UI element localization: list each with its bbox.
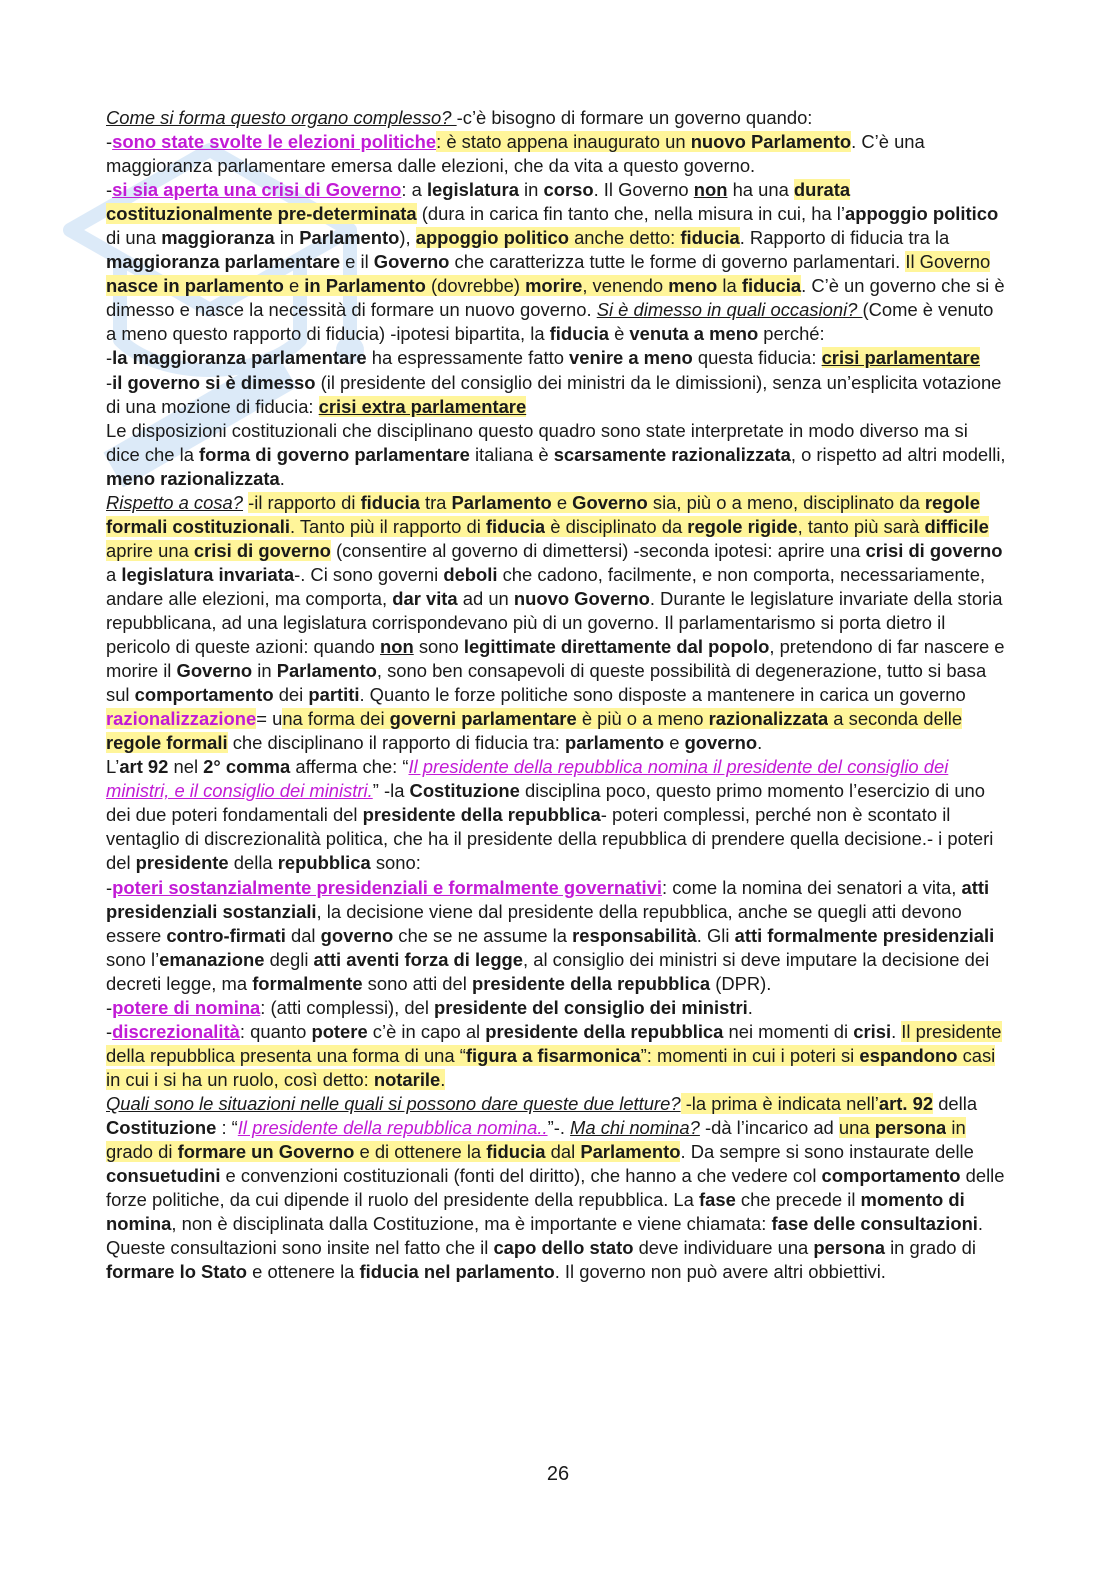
text-segment: Il Governo: [905, 251, 991, 273]
text-segment: (consentire al governo di dimettersi) -seconda ipotesi: aprire una: [330, 539, 866, 561]
text-segment: nuovo Parlamento: [690, 131, 852, 153]
text-segment: presidente della repubblica: [471, 972, 711, 994]
text-segment: non: [380, 636, 414, 658]
paragraph: [106, 106, 1006, 130]
text-segment: . Da sempre si sono instaurate delle: [680, 1141, 974, 1163]
text-segment: presidente: [135, 852, 229, 874]
text-segment: sia, più o a meno, disciplinato da: [647, 491, 925, 513]
text-segment: legislatura invariata: [121, 563, 295, 585]
text-segment: crisi parlamentare: [821, 347, 981, 369]
text-segment: che precede il: [735, 1189, 861, 1211]
text-segment: figura a fisarmonica: [465, 1044, 641, 1066]
text-segment: -. Ci sono governi: [294, 563, 444, 585]
text-segment: espandono: [859, 1044, 958, 1066]
paragraph: [106, 876, 1006, 996]
text-segment: perché:: [758, 323, 825, 345]
text-segment: e: [283, 275, 305, 297]
text-segment: 2° comma: [203, 756, 291, 778]
text-segment: repubblica: [277, 852, 371, 874]
text-segment: fase: [698, 1189, 736, 1211]
text-segment: maggioranza parlamentare: [106, 251, 341, 273]
text-segment: e il: [340, 251, 374, 273]
text-segment: , o rispetto ad altri modelli,: [790, 443, 1006, 465]
text-segment: contro-firmati: [166, 924, 286, 946]
text-segment: .: [747, 996, 753, 1018]
text-segment: , la decisione viene dal presidente della repubblica, anche se quegli atti devono essere: [106, 900, 962, 946]
text-segment: ”: momenti in cui i poteri si: [640, 1044, 860, 1066]
text-segment: atti formalmente presidenziali: [734, 924, 995, 946]
text-segment: fiducia: [549, 323, 609, 345]
text-segment: e: [664, 732, 685, 754]
text-segment: è più o a meno: [576, 708, 709, 730]
text-segment: è: [608, 323, 630, 345]
text-segment: della: [933, 1092, 978, 1114]
text-segment: che se ne assume la: [393, 924, 573, 946]
text-segment: governo: [320, 924, 394, 946]
text-segment: regole formali: [106, 732, 228, 754]
text-segment: -: [106, 347, 113, 369]
text-segment: momento di nomina: [106, 1189, 965, 1235]
text-segment: scarsamente razionalizzata: [553, 443, 791, 465]
text-segment: . Il Governo: [593, 179, 694, 201]
text-segment: crisi: [853, 1020, 892, 1042]
text-segment: in grado di: [884, 1237, 976, 1259]
text-segment: è disciplinato da: [545, 515, 688, 537]
text-segment: -c’è bisogno di formare un governo quando:: [456, 107, 813, 128]
text-segment: fiducia nel parlamento: [359, 1261, 555, 1283]
paragraph: [106, 491, 1006, 707]
text-segment: sono state svolte le elezioni politiche: [112, 131, 437, 153]
text-segment: in: [274, 227, 300, 249]
text-segment: legislatura: [426, 179, 519, 201]
text-segment: fiducia: [485, 515, 546, 537]
text-segment: .: [440, 1068, 446, 1090]
text-segment: .: [757, 732, 763, 754]
text-segment: ad un: [457, 587, 514, 609]
text-segment: nei momenti di: [723, 1020, 854, 1042]
text-segment: L’: [106, 756, 120, 778]
text-segment: = u: [256, 708, 283, 730]
text-segment: formalmente: [252, 972, 363, 994]
text-segment: : come la nomina dei senatori a vita,: [661, 876, 962, 898]
text-segment: in Parlamento: [304, 275, 426, 297]
text-segment: ha espressamente fatto: [366, 347, 570, 369]
text-segment: appoggio politico: [415, 227, 569, 249]
paragraph: [106, 371, 1006, 419]
text-segment: . Durante le legislature invariate della storia repubblicana, ad una legislatura corrispondevano più di un governo. Il parlamentarismo si porta dietro il pericolo di queste azioni: quando: [106, 587, 1003, 658]
text-segment: governo: [684, 732, 758, 754]
text-segment: atti presidenziali sostanziali: [106, 876, 990, 922]
text-segment: e: [551, 491, 573, 513]
text-segment: una: [838, 1116, 875, 1138]
text-segment: -: [106, 1020, 113, 1042]
text-segment: che cadono, facilmente, e non comporta, necessariamente, andare alle elezioni, ma comporta,: [106, 563, 986, 609]
text-segment: ” -la: [372, 780, 410, 802]
text-segment: -il rapporto di: [248, 491, 361, 513]
text-segment: sono atti del: [362, 972, 472, 994]
text-segment: fiducia: [741, 275, 802, 297]
text-segment: persona: [813, 1237, 885, 1259]
text-segment: dal: [545, 1141, 581, 1163]
text-segment: morire: [525, 275, 583, 297]
text-segment: formare un Governo: [177, 1141, 355, 1163]
text-segment: Rispetto a cosa?: [106, 491, 243, 513]
paragraph: [106, 1020, 1006, 1092]
text-segment: , al consiglio dei ministri si deve imputare la decisione dei decreti legge, ma: [106, 948, 990, 994]
text-segment: . Gli: [696, 924, 735, 946]
text-segment: regole rigide: [687, 515, 798, 537]
text-segment: formare lo Stato: [106, 1261, 248, 1283]
text-segment: in: [252, 660, 277, 682]
text-segment: comportamento: [134, 684, 274, 706]
text-segment: emanazione: [159, 948, 265, 970]
text-segment: presidente della repubblica: [362, 804, 601, 826]
text-segment: crisi extra parlamentare: [318, 395, 527, 417]
paragraph: [106, 178, 1006, 346]
text-segment: partiti: [308, 684, 360, 706]
text-segment: consuetudini: [106, 1165, 221, 1187]
text-segment: -la prima è indicata nell’: [680, 1092, 879, 1114]
text-segment: . Quanto le forze politiche sono disposte a mantenere in carica un governo: [359, 684, 966, 706]
text-segment: presidente della repubblica: [485, 1020, 724, 1042]
text-segment: , pretendono di far nascere e morire il: [106, 636, 1005, 682]
text-segment: fiducia: [680, 227, 740, 249]
text-segment: maggioranza: [161, 227, 275, 249]
text-segment: nuovo Governo: [513, 587, 650, 609]
text-segment: italiana è: [469, 443, 554, 465]
text-segment: (Come è venuto a meno questo rapporto di fiducia) -ipotesi bipartita, la: [106, 299, 994, 345]
paragraph: [106, 130, 1006, 178]
text-segment: delle forze politiche, da cui dipende il ruolo del presidente della repubblica. La: [106, 1165, 1005, 1211]
text-segment: . C’è un governo che si è dimesso e nasce la necessità di formare un nuovo governo.: [106, 275, 1005, 321]
text-segment: persona: [874, 1116, 947, 1138]
text-segment: : è stato appena inaugurato un: [436, 131, 691, 153]
text-segment: ),: [399, 227, 416, 249]
text-segment: : “: [216, 1116, 238, 1138]
text-segment: Parlamento: [299, 227, 400, 249]
text-segment: .: [279, 467, 285, 489]
paragraph: [106, 996, 1006, 1020]
text-segment: comportamento: [821, 1165, 961, 1187]
text-segment: la maggioranza parlamentare: [112, 347, 367, 369]
paragraph: [106, 755, 1006, 875]
text-segment: a seconda delle: [828, 708, 963, 730]
text-segment: regole formali costituzionali: [106, 491, 981, 537]
text-segment: nasce in parlamento: [106, 275, 284, 297]
text-segment: discrezionalità: [112, 1020, 240, 1042]
text-segment: art. 92: [878, 1092, 934, 1114]
text-segment: potere: [311, 1020, 368, 1042]
text-segment: presidente del consiglio dei ministri: [434, 996, 748, 1018]
text-segment: di una: [106, 227, 162, 249]
text-segment: na forma dei: [282, 708, 390, 730]
text-segment: potere di nomina: [112, 996, 261, 1018]
text-segment: (dovrebbe): [425, 275, 526, 297]
text-segment: anche detto:: [568, 227, 681, 249]
text-segment: dal: [285, 924, 321, 946]
text-segment: deve individuare una: [633, 1237, 814, 1259]
text-segment: art 92: [119, 756, 169, 778]
text-segment: corso: [543, 179, 594, 201]
text-segment: parlamento: [564, 732, 665, 754]
text-segment: Le disposizioni costituzionali che disciplinano questo quadro sono state interpretate in modo diverso ma si dice che la: [106, 419, 968, 465]
text-segment: forma di governo parlamentare: [199, 443, 470, 465]
text-segment: c’è in capo al: [367, 1020, 486, 1042]
text-segment: Parlamento: [580, 1141, 681, 1163]
text-segment: razionalizzata: [708, 708, 829, 730]
text-segment: deboli: [443, 563, 498, 585]
text-segment: - poteri complessi, perché non è scontato il ventaglio di discrezionalità politica, che ha il presidente della repubblica di prendere quella decisione.- i poteri del: [106, 804, 994, 874]
text-segment: notarile: [373, 1068, 441, 1090]
text-segment: appoggio politico: [844, 203, 999, 225]
text-segment: Costituzione: [409, 780, 520, 802]
text-segment: si sia aperta una crisi di Governo: [112, 179, 402, 201]
text-segment: che disciplinano il rapporto di fiducia tra:: [227, 732, 565, 754]
text-segment: Ma chi nomina?: [570, 1116, 700, 1138]
text-segment: ha una: [727, 179, 794, 201]
text-segment: . Il governo non può avere altri obbiettivi.: [554, 1261, 886, 1283]
text-segment: questa fiducia:: [692, 347, 822, 369]
text-segment: legittimate direttamente dal popolo: [463, 636, 770, 658]
text-segment: a: [106, 563, 122, 585]
text-segment: in: [518, 179, 544, 201]
paragraph: [106, 707, 1006, 755]
text-segment: ”-.: [547, 1116, 571, 1138]
text-segment: atti aventi forza di legge: [313, 948, 524, 970]
text-segment: dar vita: [392, 587, 458, 609]
text-segment: Il presidente della repubblica nomina..: [237, 1116, 548, 1138]
text-segment: fiducia: [360, 491, 420, 513]
text-segment: crisi di governo: [865, 539, 1003, 561]
text-segment: poteri sostanzialmente presidenziali e formalmente governativi: [112, 876, 662, 898]
text-segment: Si è dimesso in quali occasioni?: [596, 299, 863, 321]
text-segment: Quali sono le situazioni nelle quali si possono dare queste due letture?: [106, 1092, 681, 1114]
text-segment: Governo: [176, 660, 253, 682]
text-segment: e convenzioni costituzionali (fonti del diritto), che hanno a che vedere col: [220, 1165, 822, 1187]
text-segment: razionalizzazione: [106, 708, 257, 730]
text-segment: -: [106, 876, 113, 898]
text-segment: meno: [668, 275, 718, 297]
text-segment: (DPR).: [710, 972, 772, 994]
text-segment: -: [106, 131, 113, 153]
text-segment: fiducia: [486, 1141, 546, 1163]
text-segment: la: [717, 275, 742, 297]
text-segment: governi parlamentare: [389, 708, 577, 730]
text-segment: capo dello stato: [493, 1237, 634, 1259]
text-segment: fase delle consultazioni: [771, 1213, 978, 1235]
text-segment: difficile: [924, 515, 989, 537]
text-segment: venire a meno: [569, 347, 693, 369]
text-segment: sono:: [370, 852, 421, 874]
text-segment: degli: [264, 948, 314, 970]
paragraph: [106, 346, 1006, 370]
text-segment: Parlamento: [276, 660, 377, 682]
text-segment: . Tanto più il rapporto di: [289, 515, 486, 537]
text-segment: -dà l’incarico ad: [699, 1116, 839, 1138]
text-segment: non: [693, 179, 728, 201]
text-segment: -: [106, 179, 113, 201]
text-segment: , tanto più sarà: [797, 515, 925, 537]
text-segment: aprire una: [106, 539, 194, 561]
text-segment: Il presidente della repubblica nomina il presidente del consiglio dei ministri, e il consiglio dei ministri.: [106, 756, 949, 802]
text-segment: che caratterizza tutte le forme di governo parlamentari.: [449, 251, 906, 273]
text-segment: durata costituzionalmente pre-determinata: [106, 179, 851, 225]
text-segment: disciplina poco, questo primo momento l’esercizio di uno dei due poteri fondamentali del: [106, 780, 985, 826]
text-segment: -: [106, 371, 113, 393]
text-segment: : a: [401, 179, 427, 201]
text-segment: meno razionalizzata: [106, 467, 280, 489]
text-segment: , venendo: [582, 275, 669, 297]
text-segment: Come si forma questo organo complesso?: [106, 107, 457, 128]
text-segment: della: [228, 852, 278, 874]
text-segment: casi in cui i si ha un ruolo, così detto:: [106, 1044, 996, 1090]
text-segment: , sono ben consapevoli di queste possibilità di degenerazione, tutto si basa sul: [106, 660, 987, 706]
text-segment: (il presidente del consiglio dei ministri da le dimissioni), senza un’esplicita votazione di una mozione di fiducia:: [106, 371, 1002, 417]
text-segment: responsabilità: [572, 924, 697, 946]
text-segment: sono: [413, 636, 464, 658]
text-segment: afferma che: “: [290, 756, 409, 778]
text-segment: , non è disciplinata dalla Costituzione, ma è importante e viene chiamata:: [171, 1213, 772, 1235]
text-segment: crisi di governo: [193, 539, 331, 561]
paragraph: [106, 419, 1006, 491]
text-segment: Governo: [373, 251, 450, 273]
text-segment: venuta a meno: [629, 323, 759, 345]
page-body-text: [106, 106, 1006, 1284]
text-segment: . Queste consultazioni sono insite nel fatto che il: [106, 1213, 984, 1259]
text-segment: e di ottenere la: [354, 1141, 487, 1163]
text-segment: Costituzione: [106, 1116, 217, 1138]
text-segment: Governo: [572, 491, 648, 513]
text-segment: Parlamento: [451, 491, 552, 513]
text-segment: . C’è una maggioranza parlamentare emersa dalle elezioni, che da vita a questo governo.: [106, 131, 925, 177]
page-number: 26: [546, 1463, 570, 1485]
text-segment: . Rapporto di fiducia tra la: [739, 227, 950, 249]
text-segment: (dura in carica fin tanto che, nella misura in cui, ha l’: [416, 203, 845, 225]
text-segment: sono l’: [106, 948, 160, 970]
text-segment: Il presidente della repubblica presenta una forma di una “: [106, 1020, 1002, 1066]
text-segment: : quanto: [239, 1020, 312, 1042]
text-segment: dei: [273, 684, 309, 706]
text-segment: .: [891, 1020, 902, 1042]
text-segment: : (atti complessi), del: [260, 996, 435, 1018]
paragraph: [106, 1092, 1006, 1284]
text-segment: in grado di: [106, 1116, 966, 1163]
text-segment: tra: [419, 491, 452, 513]
text-segment: il governo si è dimesso: [112, 371, 316, 393]
text-segment: -: [106, 996, 113, 1018]
text-segment: e ottenere la: [247, 1261, 360, 1283]
text-segment: nel: [168, 756, 204, 778]
